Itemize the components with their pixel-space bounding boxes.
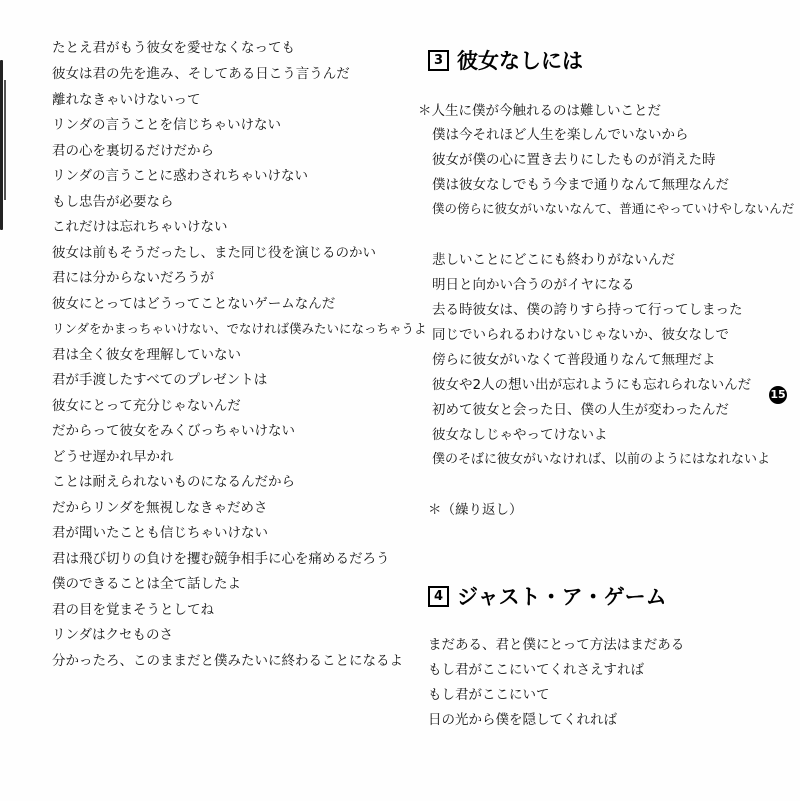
lyric-line: 傍らに彼女がいなくて普段通りなんて無理だよ (432, 352, 716, 368)
page-number-badge: 15 (769, 386, 787, 404)
binding-edge (0, 60, 6, 230)
section-3-heading (428, 45, 583, 75)
lyric-line: もし君がここにいてくれさえすれば (428, 662, 644, 678)
lyric-line: 彼女や2人の想い出が忘れようにも忘れられないんだ (432, 377, 752, 393)
lyric-line: たとえ君がもう彼女を愛せなくなっても (52, 40, 295, 56)
binding-line (0, 60, 3, 230)
lyric-line: もし忠告が必要なら (52, 194, 174, 210)
lyric-line: リンダの言うことを信じちゃいけない (52, 117, 281, 133)
lyric-line: これだけは忘れちゃいけない (52, 219, 228, 235)
lyric-line: 君が手渡したすべてのプレゼントは (52, 372, 268, 388)
lyric-line: 僕のそばに彼女がいなければ、以前のようにはなれないよ (432, 452, 771, 467)
lyric-line: リンダをかまっちゃいけない、でなければ僕みたいになっちゃうよ (52, 321, 427, 336)
lyric-line: もし君がここにいて (428, 687, 550, 703)
lyric-line: リンダの言うことに惑わされちゃいけない (52, 168, 308, 184)
lyric-line: 彼女にとって充分じゃないんだ (52, 398, 241, 414)
lyric-line: 君は全く彼女を理解していない (52, 347, 241, 363)
binding-line-inner (4, 80, 6, 200)
lyric-line: 分かったろ、このままだと僕みたいに終わることになるよ (52, 653, 403, 669)
lyric-line: 同じでいられるわけないじゃないか、彼女なしで (432, 327, 729, 343)
lyric-line: 君には分からないだろうが (52, 270, 214, 286)
lyric-line: 日の光から僕を隠してくれれば (428, 712, 617, 728)
lyric-line: どうせ遅かれ早かれ (52, 449, 174, 465)
lyric-line: 彼女は君の先を進み、そしてある日こう言うんだ (52, 66, 350, 82)
lyric-line: 彼女にとってはどうってことないゲームなんだ (52, 296, 336, 312)
lyric-line: ことは耐えられないものになるんだから (52, 474, 295, 490)
lyric-line: ＊人生に僕が今触れるのは難しいことだ (418, 103, 661, 119)
lyric-line: 明日と向かい合うのがイヤになる (432, 277, 635, 293)
lyric-line: 君の目を覚まそうとしてね (52, 602, 214, 618)
lyric-line: だからって彼女をみくびっちゃいけない (52, 423, 295, 439)
track-number-4: 4 (428, 586, 449, 607)
lyric-line: 悲しいことにどこにも終わりがないんだ (432, 252, 675, 268)
lyric-line: 去る時彼女は、僕の誇りすら持って行ってしまった (432, 302, 743, 318)
lyric-line: 僕のできることは全て話したよ (52, 576, 241, 592)
lyric-line: 彼女は前もそうだったし、また同じ役を演じるのかい (52, 245, 376, 261)
section-4-heading (428, 581, 667, 611)
repeat-note: ＊（繰り返し） (428, 502, 523, 518)
lyric-line: 僕は彼女なしでもう今まで通りなんて無理なんだ (432, 177, 729, 193)
lyric-line: まだある、君と僕にとって方法はまだある (428, 637, 685, 653)
lyric-line: 君は飛び切りの負けを攫む競争相手に心を痛めるだろう (52, 551, 390, 567)
section-4-title: ジャスト・ア・ゲーム (457, 585, 667, 609)
lyric-line: だからリンダを無視しなきゃだめさ (52, 500, 268, 516)
lyric-line: 彼女なしじゃやってけないよ (432, 427, 608, 443)
section-3-title: 彼女なしには (457, 49, 583, 73)
track-number-3: 3 (428, 50, 449, 71)
lyric-line: 君が聞いたことも信じちゃいけない (52, 525, 268, 541)
lyric-line: 僕は今それほど人生を楽しんでいないから (432, 127, 689, 143)
lyric-line: 初めて彼女と会った日、僕の人生が変わったんだ (432, 402, 729, 418)
lyric-line: 僕の傍らに彼女がいないなんて、普通にやっていけやしないんだ (432, 201, 795, 216)
lyric-line: 離れなきゃいけないって (52, 92, 201, 108)
lyric-line: リンダはクセものさ (52, 627, 173, 643)
lyric-line: 君の心を裏切るだけだから (52, 143, 214, 159)
lyric-line: 彼女が僕の心に置き去りにしたものが消えた時 (432, 152, 716, 168)
